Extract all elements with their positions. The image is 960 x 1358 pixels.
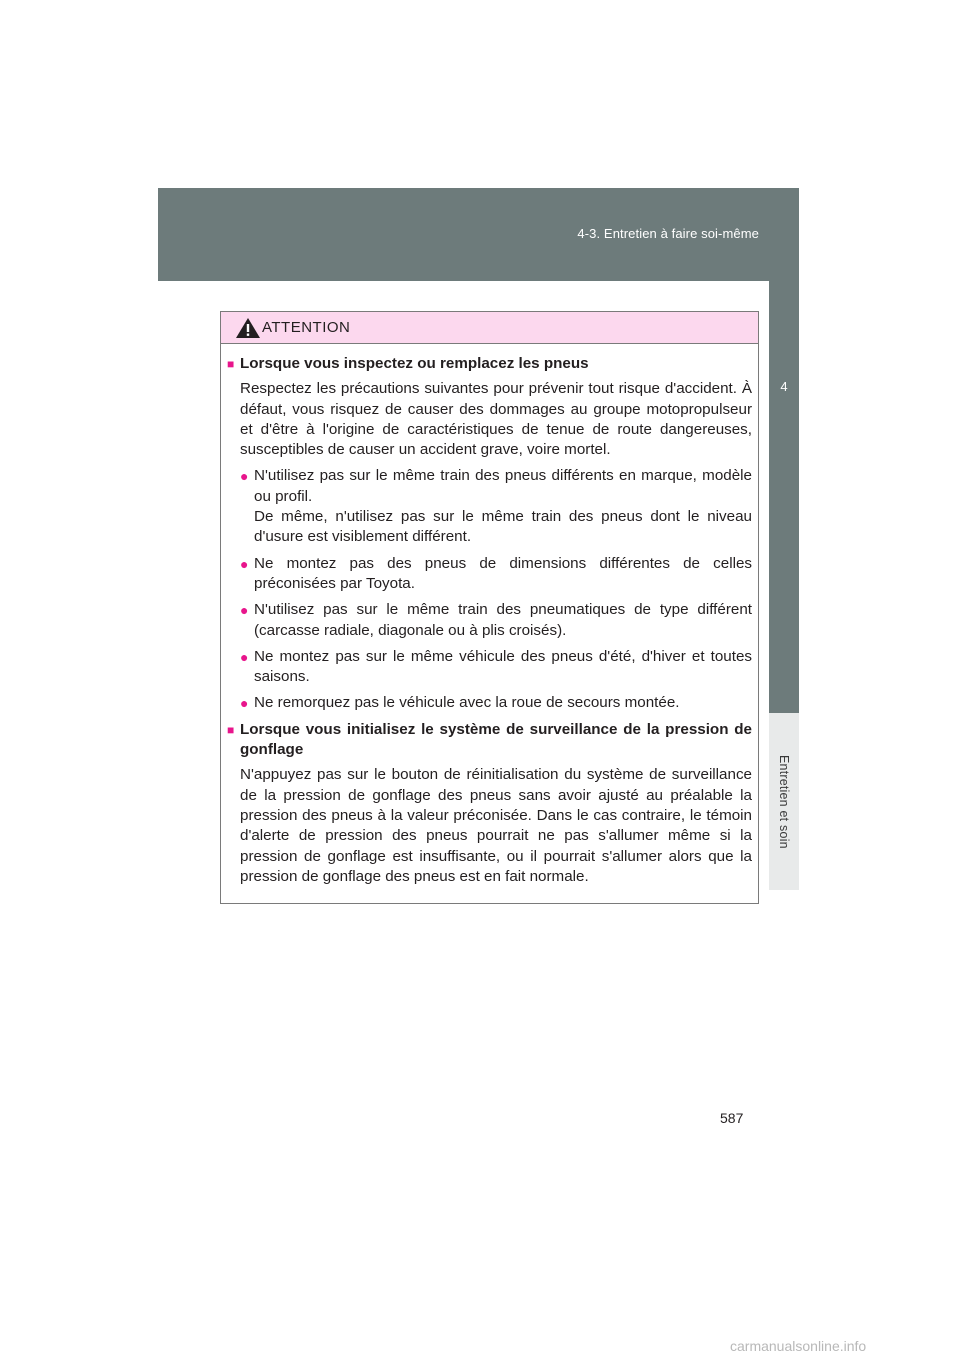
list-item [240, 647, 752, 688]
warning-header [221, 312, 758, 344]
list-item-text: N'utilisez pas sur le même train des pneumatiques de type différent (carcasse radiale, diagonale ou à plis croisés). [254, 601, 752, 639]
page-number: 587 [720, 1110, 744, 1126]
list-item-text: Ne montez pas des pneus de dimensions différentes de celles préconisées par Toyota. [254, 554, 752, 592]
section-heading: ■ Lorsque vous inspectez ou remplacez les pneus [227, 354, 752, 374]
circle-bullet-icon: ● [240, 602, 249, 619]
circle-bullet-icon: ● [240, 468, 249, 485]
list-item [240, 466, 752, 547]
circle-bullet-icon: ● [240, 648, 249, 665]
section-paragraph: N'appuyez pas sur le bouton de réinitialisation du système de surveillance de la pression de gonflage des pneus sans avoir ajusté au préalable la pression des pneus à la valeur préconisée. Dans le cas contraire, le témoin d'alerte de pression des pneus pourrait ne pas s'allumer même si la pression de gonflage est insuffisante, ou il pourrait s'allumer alors que la pression de gonflage des pneus est en fait normale. [240, 766, 752, 885]
square-bullet-icon: ■ [227, 357, 235, 371]
warning-box [220, 311, 759, 904]
section-paragraph: Respectez les précautions suivantes pour prévenir tout risque d'accident. À défaut, vous risquez de causer des dommages au groupe motopropulseur et d'être à l'origine de caractéristiques de tenue de route dangereuses, susceptibles de causer un accident grave, voire mortel. [240, 380, 752, 459]
circle-bullet-icon: ● [240, 555, 249, 572]
section-heading: ■ Lorsque vous initialisez le système de surveillance de la pression de gonflage [227, 720, 752, 761]
list-item-text: De même, n'utilisez pas sur le même train des pneus dont le niveau d'usure est visiblement différent. [254, 508, 752, 546]
list-item-text: Ne remorquez pas le véhicule avec la roue de secours montée. [254, 694, 680, 712]
list-item-text: N'utilisez pas sur le même train des pneus différents en marque, modèle ou profil. [254, 467, 752, 505]
list-item [240, 600, 752, 641]
list-item [240, 554, 752, 595]
warning-triangle-icon [235, 317, 261, 339]
list-item [240, 693, 752, 713]
list-item-text: Ne montez pas sur le même véhicule des pneus d'été, d'hiver et toutes saisons. [254, 647, 752, 686]
watermark[interactable]: carmanualsonline.info [730, 1338, 867, 1354]
chapter-number: 4 [780, 379, 788, 394]
circle-bullet-icon: ● [240, 695, 249, 712]
chapter-tab [769, 281, 799, 713]
warning-body [221, 344, 758, 887]
warning-title: ATTENTION [262, 319, 351, 336]
chapter-label: Entretien et soin [777, 754, 791, 849]
square-bullet-icon: ■ [227, 722, 235, 737]
section-title: 4-3. Entretien à faire soi-même [577, 226, 759, 241]
header-band [158, 188, 799, 281]
